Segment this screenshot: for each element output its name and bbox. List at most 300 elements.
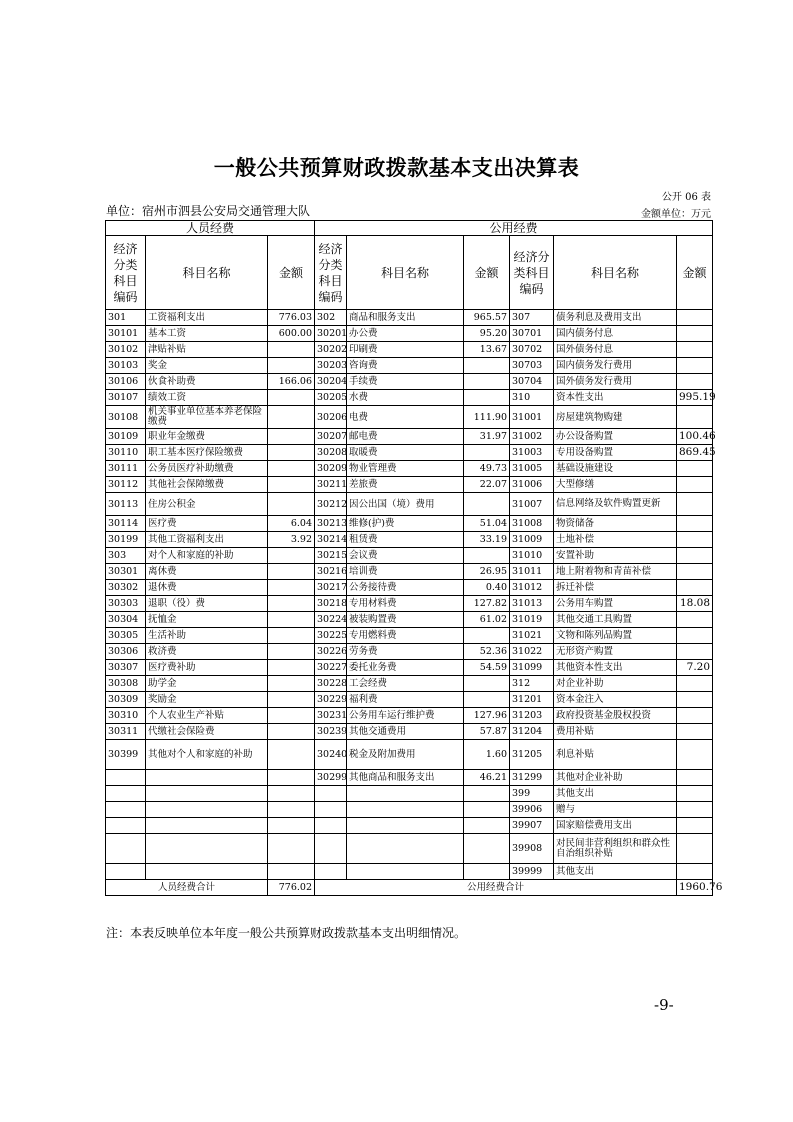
name-cell: 因公出国（境）费用	[347, 493, 464, 516]
code-cell: 31204	[510, 724, 554, 740]
code-cell: 30239	[315, 724, 347, 740]
name-cell	[347, 818, 464, 834]
name-cell: 国外债务发行费用	[554, 374, 677, 390]
table-row	[106, 692, 713, 708]
code-cell: 31022	[510, 644, 554, 660]
public-total-amount: 1960.76	[677, 880, 713, 896]
code-cell: 30399	[106, 740, 146, 770]
amount-cell	[268, 708, 315, 724]
code-cell: 31009	[510, 532, 554, 548]
header-code-personnel: 经济分类科目编码	[106, 236, 146, 310]
table-row	[106, 342, 713, 358]
code-cell: 30109	[106, 429, 146, 445]
name-cell: 个人农业生产补贴	[146, 708, 268, 724]
header-name-public-a: 科目名称	[347, 236, 464, 310]
code-cell: 31299	[510, 770, 554, 786]
code-cell: 30207	[315, 429, 347, 445]
code-cell: 31010	[510, 548, 554, 564]
amount-cell	[464, 548, 510, 564]
code-cell: 31203	[510, 708, 554, 724]
amount-cell: 31.97	[464, 429, 510, 445]
name-cell: 其他支出	[554, 786, 677, 802]
amount-cell	[268, 596, 315, 612]
amount-cell	[677, 580, 713, 596]
table-row	[106, 390, 713, 406]
code-cell: 30113	[106, 493, 146, 516]
code-cell: 30216	[315, 564, 347, 580]
name-cell: 奖励金	[146, 692, 268, 708]
code-cell: 30702	[510, 342, 554, 358]
code-cell	[315, 834, 347, 864]
name-cell: 其他社会保障缴费	[146, 477, 268, 493]
name-cell: 职工基本医疗保险缴费	[146, 445, 268, 461]
name-cell: 对个人和家庭的补助	[146, 548, 268, 564]
code-cell: 30224	[315, 612, 347, 628]
amount-cell	[677, 477, 713, 493]
name-cell: 其他商品和服务支出	[347, 770, 464, 786]
header-name-personnel: 科目名称	[146, 236, 268, 310]
amount-cell: 51.04	[464, 516, 510, 532]
public-group-header: 公用经费	[315, 221, 713, 236]
name-cell	[347, 802, 464, 818]
name-cell	[347, 834, 464, 864]
amount-cell	[268, 676, 315, 692]
amount-cell	[268, 493, 315, 516]
amount-cell	[677, 548, 713, 564]
code-cell: 30215	[315, 548, 347, 564]
code-cell: 30102	[106, 342, 146, 358]
table-row	[106, 676, 713, 692]
name-cell	[146, 786, 268, 802]
name-cell: 手续费	[347, 374, 464, 390]
amount-cell: 1.60	[464, 740, 510, 770]
name-cell: 被装购置费	[347, 612, 464, 628]
code-cell: 312	[510, 676, 554, 692]
amount-cell	[677, 461, 713, 477]
amount-cell: 127.82	[464, 596, 510, 612]
amount-cell	[268, 564, 315, 580]
name-cell: 文物和陈列品购置	[554, 628, 677, 644]
name-cell: 国内债务付息	[554, 326, 677, 342]
code-cell: 30208	[315, 445, 347, 461]
amount-cell	[464, 493, 510, 516]
code-cell	[315, 864, 347, 880]
amount-cell	[268, 802, 315, 818]
name-cell: 工会经费	[347, 676, 464, 692]
name-cell: 劳务费	[347, 644, 464, 660]
amount-cell	[677, 692, 713, 708]
code-cell: 30218	[315, 596, 347, 612]
amount-cell	[464, 834, 510, 864]
name-cell: 其他支出	[554, 864, 677, 880]
name-cell: 商品和服务支出	[347, 310, 464, 326]
amount-cell	[268, 477, 315, 493]
name-cell: 办公费	[347, 326, 464, 342]
code-cell: 307	[510, 310, 554, 326]
amount-cell	[677, 864, 713, 880]
amount-cell: 46.21	[464, 770, 510, 786]
table-row	[106, 644, 713, 660]
name-cell: 其他交通费用	[347, 724, 464, 740]
code-cell: 30308	[106, 676, 146, 692]
amount-cell	[677, 342, 713, 358]
code-cell: 303	[106, 548, 146, 564]
page-number: -9-	[654, 996, 674, 1014]
code-cell	[106, 802, 146, 818]
name-cell: 其他工资福利支出	[146, 532, 268, 548]
code-cell: 30306	[106, 644, 146, 660]
name-cell: 印刷费	[347, 342, 464, 358]
code-cell: 31007	[510, 493, 554, 516]
code-cell: 30240	[315, 740, 347, 770]
amount-cell	[677, 708, 713, 724]
amount-cell	[268, 818, 315, 834]
code-cell: 30299	[315, 770, 347, 786]
name-cell: 信息网络及软件购置更新	[554, 493, 677, 516]
table-row	[106, 516, 713, 532]
code-cell	[106, 770, 146, 786]
amount-cell	[677, 802, 713, 818]
name-cell: 其他对企业补助	[554, 770, 677, 786]
name-cell: 会议费	[347, 548, 464, 564]
amount-cell: 0.40	[464, 580, 510, 596]
name-cell: 医疗费补助	[146, 660, 268, 676]
name-cell: 生活补助	[146, 628, 268, 644]
name-cell: 公务接待费	[347, 580, 464, 596]
name-cell: 国内债务发行费用	[554, 358, 677, 374]
amount-cell	[464, 818, 510, 834]
personnel-total-label: 人员经费合计	[106, 880, 268, 896]
name-cell: 抚恤金	[146, 612, 268, 628]
name-cell	[146, 818, 268, 834]
code-cell: 31002	[510, 429, 554, 445]
name-cell: 债务利息及费用支出	[554, 310, 677, 326]
name-cell: 代缴社会保险费	[146, 724, 268, 740]
name-cell: 维修(护)费	[347, 516, 464, 532]
public-total-label: 公用经费合计	[315, 880, 677, 896]
code-cell: 30114	[106, 516, 146, 532]
code-cell: 30701	[510, 326, 554, 342]
amount-cell: 61.02	[464, 612, 510, 628]
amount-cell	[677, 818, 713, 834]
amount-cell: 18.08	[677, 596, 713, 612]
amount-cell	[677, 516, 713, 532]
table-row	[106, 326, 713, 342]
name-cell: 伙食补助费	[146, 374, 268, 390]
amount-cell	[464, 374, 510, 390]
name-cell: 利息补贴	[554, 740, 677, 770]
code-cell: 30309	[106, 692, 146, 708]
amount-cell	[677, 532, 713, 548]
code-cell: 31008	[510, 516, 554, 532]
name-cell: 土地补偿	[554, 532, 677, 548]
name-cell: 费用补贴	[554, 724, 677, 740]
name-cell: 国外债务付息	[554, 342, 677, 358]
amount-cell	[268, 612, 315, 628]
code-cell: 31005	[510, 461, 554, 477]
name-cell: 房屋建筑物购建	[554, 406, 677, 429]
amount-cell	[677, 310, 713, 326]
amount-cell: 166.06	[268, 374, 315, 390]
name-cell	[146, 864, 268, 880]
amount-cell: 33.19	[464, 532, 510, 548]
code-cell: 30302	[106, 580, 146, 596]
code-cell: 30199	[106, 532, 146, 548]
code-cell: 39907	[510, 818, 554, 834]
code-cell: 39908	[510, 834, 554, 864]
code-cell: 31021	[510, 628, 554, 644]
amount-cell	[268, 740, 315, 770]
name-cell: 物资储备	[554, 516, 677, 532]
amount-cell	[677, 374, 713, 390]
name-cell: 福利费	[347, 692, 464, 708]
code-cell: 30301	[106, 564, 146, 580]
code-cell: 30310	[106, 708, 146, 724]
name-cell: 专用材料费	[347, 596, 464, 612]
code-cell: 30205	[315, 390, 347, 406]
name-cell: 水费	[347, 390, 464, 406]
code-cell: 39999	[510, 864, 554, 880]
code-cell: 30229	[315, 692, 347, 708]
name-cell: 大型修缮	[554, 477, 677, 493]
code-cell: 31001	[510, 406, 554, 429]
table-row	[106, 802, 713, 818]
table-row	[106, 708, 713, 724]
amount-cell	[677, 358, 713, 374]
totals-row	[106, 880, 713, 896]
code-cell: 31205	[510, 740, 554, 770]
code-cell	[315, 818, 347, 834]
table-row	[106, 564, 713, 580]
name-cell: 国家赔偿费用支出	[554, 818, 677, 834]
name-cell: 公务用车购置	[554, 596, 677, 612]
code-cell: 30311	[106, 724, 146, 740]
code-cell: 31099	[510, 660, 554, 676]
amount-cell	[268, 628, 315, 644]
code-cell: 399	[510, 786, 554, 802]
name-cell: 资本性支出	[554, 390, 677, 406]
name-cell: 机关事业单位基本养老保险缴费	[146, 406, 268, 429]
name-cell	[347, 864, 464, 880]
name-cell: 差旅费	[347, 477, 464, 493]
name-cell: 公务用车运行维护费	[347, 708, 464, 724]
amount-cell	[677, 834, 713, 864]
code-cell: 39906	[510, 802, 554, 818]
amount-cell	[677, 740, 713, 770]
table-row	[106, 786, 713, 802]
name-cell: 住房公积金	[146, 493, 268, 516]
code-cell: 30209	[315, 461, 347, 477]
name-cell: 其他对个人和家庭的补助	[146, 740, 268, 770]
code-cell: 31011	[510, 564, 554, 580]
expenditure-table	[105, 220, 723, 896]
code-cell: 30101	[106, 326, 146, 342]
name-cell: 取暖费	[347, 445, 464, 461]
name-cell: 专用设备购置	[554, 445, 677, 461]
amount-cell	[268, 644, 315, 660]
amount-cell	[464, 628, 510, 644]
name-cell: 其他资本性支出	[554, 660, 677, 676]
amount-cell	[677, 628, 713, 644]
code-cell: 30307	[106, 660, 146, 676]
column-header-row	[106, 236, 713, 310]
code-cell: 30111	[106, 461, 146, 477]
amount-cell	[464, 445, 510, 461]
amount-cell	[268, 342, 315, 358]
name-cell: 医疗费	[146, 516, 268, 532]
amount-cell: 869.45	[677, 445, 713, 461]
table-row	[106, 493, 713, 516]
amount-cell	[268, 786, 315, 802]
code-cell: 301	[106, 310, 146, 326]
amount-cell: 22.07	[464, 477, 510, 493]
amount-cell: 52.36	[464, 644, 510, 660]
name-cell: 邮电费	[347, 429, 464, 445]
table-row	[106, 548, 713, 564]
amount-cell	[677, 326, 713, 342]
code-cell: 30231	[315, 708, 347, 724]
amount-cell	[268, 429, 315, 445]
header-code-public-b: 经济分类科目编码	[510, 236, 554, 310]
code-cell	[315, 802, 347, 818]
table-row	[106, 532, 713, 548]
amount-cell	[464, 864, 510, 880]
table-row	[106, 429, 713, 445]
amount-cell: 26.95	[464, 564, 510, 580]
name-cell: 救济费	[146, 644, 268, 660]
amount-cell	[268, 445, 315, 461]
name-cell: 咨询费	[347, 358, 464, 374]
amount-cell: 776.03	[268, 310, 315, 326]
amount-cell	[464, 358, 510, 374]
code-cell: 31201	[510, 692, 554, 708]
amount-cell	[677, 770, 713, 786]
personnel-total-amount: 776.02	[268, 880, 315, 896]
name-cell	[146, 834, 268, 864]
table-row	[106, 628, 713, 644]
code-cell: 30225	[315, 628, 347, 644]
name-cell: 助学金	[146, 676, 268, 692]
group-header-row	[106, 221, 713, 236]
amount-cell: 54.59	[464, 660, 510, 676]
name-cell: 退休费	[146, 580, 268, 596]
amount-cell	[268, 548, 315, 564]
amount-cell: 13.67	[464, 342, 510, 358]
header-code-public-a: 经济分类科目编码	[315, 236, 347, 310]
table-row	[106, 660, 713, 676]
amount-cell: 95.20	[464, 326, 510, 342]
amount-cell	[464, 786, 510, 802]
amount-cell: 3.92	[268, 532, 315, 548]
amount-cell	[268, 864, 315, 880]
name-cell: 专用燃料费	[347, 628, 464, 644]
name-cell: 奖金	[146, 358, 268, 374]
amount-cell	[677, 786, 713, 802]
table-row	[106, 740, 713, 770]
amount-cell: 111.90	[464, 406, 510, 429]
header-amount-public-b: 金额	[677, 236, 713, 310]
code-cell: 30228	[315, 676, 347, 692]
code-cell: 31019	[510, 612, 554, 628]
name-cell	[146, 802, 268, 818]
amount-cell	[677, 406, 713, 429]
code-cell: 30214	[315, 532, 347, 548]
name-cell: 拆迁补偿	[554, 580, 677, 596]
name-cell: 租赁费	[347, 532, 464, 548]
amount-cell	[268, 834, 315, 864]
name-cell: 工资福利支出	[146, 310, 268, 326]
amount-cell	[677, 724, 713, 740]
amount-cell	[268, 390, 315, 406]
amount-cell	[677, 612, 713, 628]
name-cell	[146, 770, 268, 786]
amount-cell	[677, 493, 713, 516]
code-cell: 30204	[315, 374, 347, 390]
code-cell: 31012	[510, 580, 554, 596]
amount-cell	[268, 358, 315, 374]
name-cell: 对企业补助	[554, 676, 677, 692]
code-cell: 310	[510, 390, 554, 406]
code-cell: 30112	[106, 477, 146, 493]
amount-cell	[464, 692, 510, 708]
amount-cell	[464, 390, 510, 406]
name-cell: 基本工资	[146, 326, 268, 342]
table-row	[106, 612, 713, 628]
code-cell: 30217	[315, 580, 347, 596]
code-cell: 31013	[510, 596, 554, 612]
name-cell: 职业年金缴费	[146, 429, 268, 445]
table-row	[106, 580, 713, 596]
header-name-public-b: 科目名称	[554, 236, 677, 310]
amount-cell	[268, 580, 315, 596]
amount-cell: 600.00	[268, 326, 315, 342]
table-row	[106, 770, 713, 786]
table-row	[106, 864, 713, 880]
name-cell: 地上附着物和青苗补偿	[554, 564, 677, 580]
code-cell: 30110	[106, 445, 146, 461]
table-row	[106, 358, 713, 374]
name-cell	[347, 786, 464, 802]
amount-cell	[268, 770, 315, 786]
amount-unit: 金额单位：万元	[641, 209, 711, 220]
table-row	[106, 818, 713, 834]
amount-cell	[677, 644, 713, 660]
name-cell: 资本金注入	[554, 692, 677, 708]
unit-name: 单位：宿州市泗县公安局交通管理大队	[106, 204, 311, 218]
code-cell: 30303	[106, 596, 146, 612]
code-cell: 30304	[106, 612, 146, 628]
code-cell	[106, 834, 146, 864]
table-row	[106, 724, 713, 740]
name-cell: 办公设备购置	[554, 429, 677, 445]
code-cell: 30108	[106, 406, 146, 429]
code-cell	[106, 864, 146, 880]
amount-cell: 995.19	[677, 390, 713, 406]
amount-cell: 100.46	[677, 429, 713, 445]
code-cell: 302	[315, 310, 347, 326]
personnel-group-header: 人员经费	[106, 221, 315, 236]
name-cell: 其他交通工具购置	[554, 612, 677, 628]
code-cell	[106, 818, 146, 834]
header-amount-personnel: 金额	[268, 236, 315, 310]
header-amount-public-a: 金额	[464, 236, 510, 310]
form-number: 公开 06 表	[661, 192, 711, 203]
table-row	[106, 374, 713, 390]
table-row	[106, 406, 713, 429]
name-cell: 基础设施建设	[554, 461, 677, 477]
code-cell: 30107	[106, 390, 146, 406]
amount-cell	[268, 461, 315, 477]
